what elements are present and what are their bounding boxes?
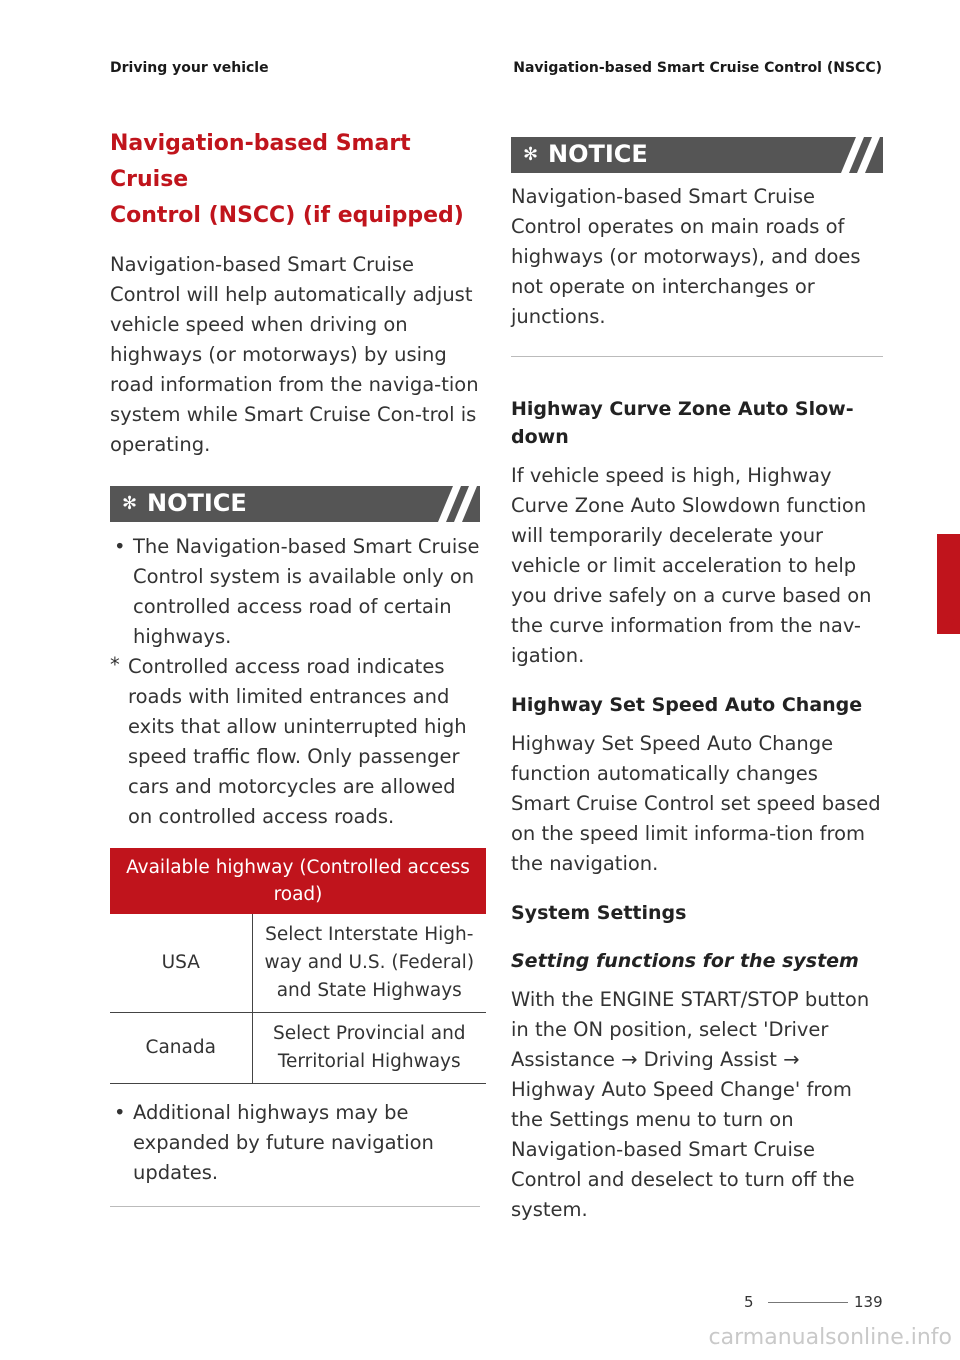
table-cell-country: Canada [110, 1013, 252, 1084]
footer-divider [768, 1302, 848, 1303]
running-header-left: Driving your vehicle [110, 60, 269, 76]
notice-paragraph: Navigation-based Smart Cruise Control operates on main roads of highways (or motorways), and does not operate on interchanges or junctions. [511, 185, 861, 328]
list-item: • The Navigation-based Smart Cruise Control system is available only on controlled access road of certain highways. [114, 535, 480, 648]
table-row [110, 1013, 486, 1084]
page-number: 139 [854, 1293, 883, 1311]
heading-curve-zone: Highway Curve Zone Auto Slow-down [511, 398, 854, 448]
asterisk-icon: ✻ [122, 493, 138, 514]
heading-setting-functions: Setting functions for the system [511, 950, 859, 972]
diagonal-stripes-icon [420, 486, 480, 522]
right-column [511, 137, 883, 1225]
notice-label: NOTICE [147, 489, 247, 517]
notice-bullets [110, 532, 486, 652]
table-row [110, 914, 486, 1013]
running-header-right: Navigation-based Smart Cruise Control (NSCC) [513, 60, 882, 76]
table-cell-country: USA [110, 914, 252, 1013]
left-column [110, 126, 486, 1207]
footer-section: 5 [744, 1293, 754, 1311]
divider [110, 1206, 480, 1207]
heading-system-settings: System Settings [511, 902, 687, 924]
intro-paragraph: Navigation-based Smart Cruise Control will help automatically adjust vehicle speed when driving on highways (or motorways) by using road information from the naviga-tion system while Smart Cruise Con-trol is operating. [110, 253, 479, 456]
table-cell-highways: Select Interstate High-way and U.S. (Federal) and State Highways [252, 914, 486, 1013]
notice-label: NOTICE [548, 140, 648, 168]
section-title [110, 126, 486, 234]
section-title-line1: Navigation-based Smart Cruise [110, 131, 411, 192]
section-title-line2: Control (NSCC) (if equipped) [110, 203, 464, 228]
notice-bullets-2 [110, 1098, 486, 1188]
chapter-tab-number: 5 [943, 610, 955, 630]
diagonal-stripes-icon [823, 137, 883, 173]
divider [511, 356, 883, 357]
list-item: • Additional highways may be expanded by future navigation updates. [114, 1101, 434, 1184]
notice-banner [511, 137, 883, 173]
footnote: * Controlled access road indicates roads with limited entrances and exits that allow uninterrupted high speed traffic flow. Only passenger cars and motorcycles are allowed on controlled access roads. [110, 653, 467, 828]
settings-paragraph: With the ENGINE START/STOP button in the ON position, select 'Driver Assistance → Driving Assist → Highway Auto Speed Change' from the Settings menu to turn on Navigation-based Smart Cruise Control and deselect to turn off the system. [511, 988, 870, 1221]
set-speed-paragraph: Highway Set Speed Auto Change function automatically changes Smart Cruise Control set speed based on the speed limit informa-tion from the navigation. [511, 732, 881, 875]
watermark: carmanualsonline.info [708, 1325, 952, 1350]
highway-table [110, 848, 486, 1084]
table-cell-highways: Select Provincial and Territorial Highways [252, 1013, 486, 1084]
notice-banner [110, 486, 480, 522]
heading-set-speed: Highway Set Speed Auto Change [511, 694, 863, 716]
table-header: Available highway (Controlled access road) [110, 848, 486, 914]
asterisk-icon: ✻ [523, 144, 539, 165]
curve-zone-paragraph: If vehicle speed is high, Highway Curve Zone Auto Slowdown function will temporarily decelerate your vehicle or limit acceleration to help you drive safely on a curve based on the curve information from the nav-igation. [511, 464, 872, 667]
